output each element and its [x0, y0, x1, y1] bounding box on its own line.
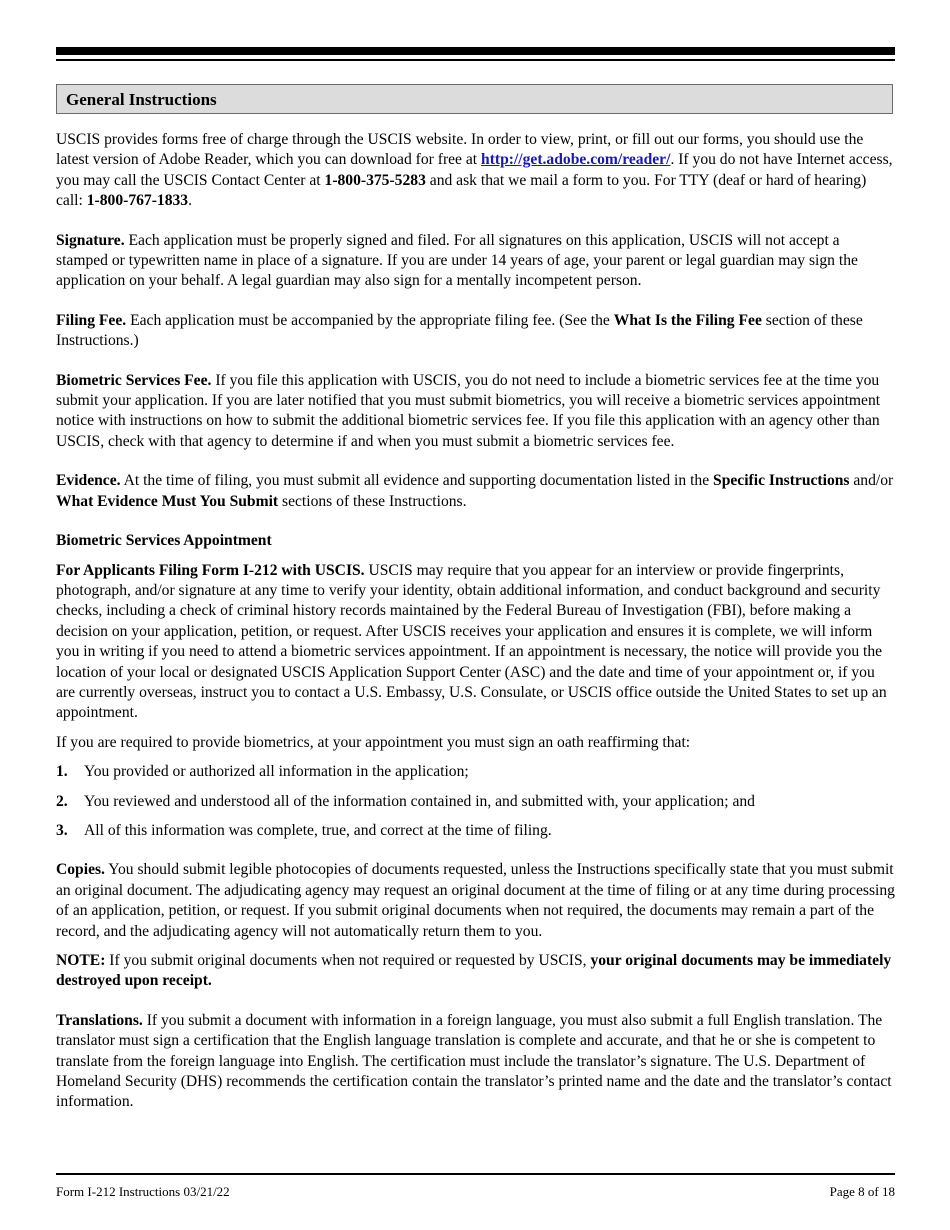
appointment-paragraph: [56, 561, 895, 724]
signature-text: Each application must be properly signed and filed. For all signatures on this application, USCIS will not accept a stamped or typewritten name in place of a signature. If you are under 14 years of age, your parent or legal guardian may sign the application on your behalf. A legal guardian may also sign for a mentally incompetent person.: [56, 231, 858, 290]
evidence-paragraph: [56, 471, 895, 512]
evidence-section-ref-2: What Evidence Must You Submit: [56, 492, 279, 510]
list-number: 1.: [56, 763, 68, 781]
instructions-content: [56, 130, 895, 1113]
filing-fee-section-ref: What Is the Filing Fee: [613, 311, 762, 329]
list-item-text: You reviewed and understood all of the information contained in, and submitted with, your application; and: [84, 792, 755, 810]
evidence-heading: Evidence.: [56, 472, 121, 490]
appointment-text: USCIS may require that you appear for an interview or provide fingerprints, photograph, and/or signature at any time to verify your identity, obtain additional information, and conduct background and security checks, including a check of criminal history records maintained by the Federal Bureau of Investigation (FBI), before making a decision on your application, petition, or request. After USCIS receives your application and ensures it is complete, we will inform you in writing if you need to attend a biometric services appointment. If an appointment is necessary, the notice will provide you the location of your local or designated USCIS Application Support Center (ASC) and the date and time of your appointment or, if you are currently overseas, instruct you to contact a U.S. Embassy, U.S. Consulate, or USCIS office outside the United States to set up an appointment.: [56, 561, 887, 722]
oath-list-item: [56, 762, 895, 782]
evidence-section-ref-1: Specific Instructions: [713, 472, 850, 490]
copies-heading: Copies.: [56, 861, 105, 879]
list-item-text: You provided or authorized all information in the application;: [84, 763, 469, 781]
translations-paragraph: [56, 1011, 895, 1113]
signature-paragraph: [56, 231, 895, 292]
biometric-fee-text: If you file this application with USCIS, you do not need to include a biometric services fee at the time you submit your application. If you are later notified that you must submit biometrics, you will receive a biometric services appointment notice with instructions on how to submit the additional biometric services fee. If you file this application with an agency other than USCIS, check with that agency to determine if and when you must submit a biometric services fee.: [56, 371, 881, 450]
intro-text-1: USCIS provides forms free of charge through the USCIS website. In order to view, print, or fill out our forms, you should use the latest version of Adobe Reader, which you can download for free at: [56, 131, 864, 169]
adobe-reader-link[interactable]: http://get.adobe.com/reader/: [481, 151, 671, 169]
filing-fee-text-2: section of these Instructions.): [56, 311, 863, 350]
appointment-heading: [56, 531, 895, 551]
oath-list-item: [56, 821, 895, 841]
list-number: 2.: [56, 792, 68, 810]
translations-heading: Translations.: [56, 1011, 143, 1029]
intro-text-4: .: [188, 192, 193, 210]
oath-intro: If you are required to provide biometrics, at your appointment you must sign an oath reaffirming that:: [56, 733, 691, 751]
intro-text-3: and ask that we mail a form to you. For TTY (deaf or hard of hearing) call:: [56, 171, 867, 210]
footer-form-id: Form I-212 Instructions 03/21/22: [56, 1184, 230, 1199]
evidence-text-3: sections of these Instructions.: [278, 492, 467, 510]
translations-text: If you submit a document with information in a foreign language, you must also submit a full English translation. The translator must sign a certification that the English language translation is complete and accurate, and that he or she is competent to translate from the foreign language into English. The certification must include the translator’s signature. The U.S. Department of Homeland Security (DHS) recommends the certification contain the translator’s printed name and the date and the translator’s contact information.: [56, 1011, 892, 1111]
section-title: General Instructions: [66, 90, 217, 109]
intro-text-2: . If you do not have Internet access, you may call the USCIS Contact Center at: [56, 151, 893, 189]
tty-phone: 1-800-767-1833: [86, 192, 189, 210]
evidence-text-1: At the time of filing, you must submit all evidence and supporting documentation listed in the: [120, 472, 714, 490]
copies-paragraph: [56, 860, 895, 942]
appointment-heading-text: Biometric Services Appointment: [56, 532, 272, 550]
contact-center-phone: 1-800-375-5283: [324, 171, 426, 189]
footer-page-number: Page 8 of 18: [829, 1184, 895, 1199]
filing-fee-paragraph: [56, 311, 895, 352]
footer-rule: [56, 1173, 895, 1175]
note-text: If you submit original documents when not required or requested by USCIS,: [105, 952, 591, 969]
header-rule-thin: [56, 59, 895, 61]
list-item-text: All of this information was complete, true, and correct at the time of filing.: [84, 821, 552, 839]
copies-text: You should submit legible photocopies of documents requested, unless the Instructions specifically state that you must submit an original document. The adjudicating agency may request an original document at the time of filing or at any time during processing of an application, petition, or request. If you submit original documents when not required, the documents may remain a part of the record, and the adjudicating agency will not automatically return them to you.: [56, 861, 895, 940]
biometric-fee-heading: Biometric Services Fee.: [56, 371, 212, 389]
signature-heading: Signature.: [56, 231, 125, 249]
filing-fee-text-1: Each application must be accompanied by the appropriate filing fee. (See the: [126, 311, 614, 329]
intro-paragraph: [56, 130, 895, 212]
note-heading: NOTE:: [56, 952, 106, 969]
note-paragraph: [56, 951, 895, 992]
filing-fee-heading: Filing Fee.: [56, 311, 127, 329]
evidence-text-2: and/or: [849, 472, 894, 490]
note-warning: your original documents may be immediately destroyed upon receipt.: [56, 952, 892, 990]
oath-list-item: [56, 792, 895, 812]
list-number: 3.: [56, 821, 68, 839]
appointment-subheading: For Applicants Filing Form I-212 with USCIS.: [56, 561, 365, 579]
biometric-fee-paragraph: [56, 371, 895, 453]
section-header: [56, 84, 893, 114]
header-rule-thick: [56, 47, 895, 55]
